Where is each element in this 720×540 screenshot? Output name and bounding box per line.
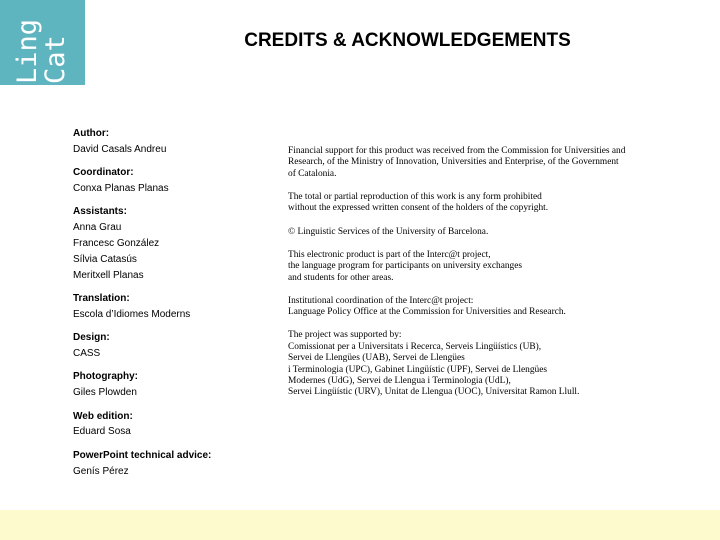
acknowledgement-paragraph xyxy=(288,330,668,398)
credit-role-label: Design: xyxy=(73,332,110,344)
logo-text: Ling Cat xyxy=(12,18,71,84)
acknowledgement-paragraph xyxy=(288,227,668,238)
credit-person-name: Anna Grau xyxy=(73,222,122,234)
credit-person-name: CASS xyxy=(73,347,101,359)
acknowledgement-notes xyxy=(288,146,668,411)
acknowledgement-paragraph xyxy=(288,146,668,180)
paragraph-line: Language Policy Office at the Commission for Universities and Research. xyxy=(288,307,566,318)
paragraph-line: © Linguistic Services of the University of Barcelona. xyxy=(288,226,489,237)
credit-group xyxy=(73,291,278,323)
credit-group xyxy=(73,204,278,283)
credit-group xyxy=(73,165,278,197)
paragraph-line: i Terminologia (UPC), Gabinet Lingüístic (UPF), Servei de Llengües xyxy=(288,364,548,375)
credits-list xyxy=(73,126,278,487)
paragraph-line: The total or partial reproduction of this work is any form prohibited xyxy=(288,192,542,203)
paragraph-line: Financial support for this product was received from the Commission for Universities and xyxy=(288,146,626,156)
paragraph-line: This electronic product is part of the Interc@t project, xyxy=(288,249,491,260)
credit-person-name: Francesc González xyxy=(73,237,160,249)
credit-group xyxy=(73,330,278,362)
credit-group xyxy=(73,369,278,401)
paragraph-line: without the expressed written consent of the holders of the copyright. xyxy=(288,203,549,214)
credit-role-label: Author: xyxy=(73,128,110,139)
credit-person-name: Escola d’Idiomes Moderns xyxy=(73,308,191,320)
credit-role-label: Coordinator: xyxy=(73,167,134,179)
paragraph-line: Servei Lingüístic (URV), Unitat de Llengua (UOC), Universitat Ramon Llull. xyxy=(288,387,580,398)
paragraph-line: Research, of the Ministry of Innovation, Universities and Enterprise, of the Government xyxy=(288,157,619,168)
paragraph-line: Comissionat per a Universitats i Recerca, Serveis Lingüístics (UB), xyxy=(288,341,542,352)
acknowledgement-paragraph xyxy=(288,250,668,284)
paragraph-line: The project was supported by: xyxy=(288,330,402,341)
credit-group xyxy=(73,409,278,441)
credit-role-label: Photography: xyxy=(73,371,138,383)
paragraph-line: and students for other areas. xyxy=(288,272,394,283)
credit-group xyxy=(73,126,278,158)
credit-person-name: David Casals Andreu xyxy=(73,143,167,155)
credit-role-label: Web edition: xyxy=(73,410,133,422)
credit-person-name: Eduard Sosa xyxy=(73,426,131,438)
footer-band xyxy=(0,510,720,540)
paragraph-line: the language program for participants on university exchanges xyxy=(288,261,523,272)
credit-group xyxy=(73,448,278,480)
credit-person-name: Conxa Planas Planas xyxy=(73,182,169,194)
acknowledgement-paragraph xyxy=(288,192,668,215)
page-title: CREDITS & ACKNOWLEDGEMENTS xyxy=(244,30,571,51)
acknowledgement-paragraph xyxy=(288,296,668,319)
paragraph-line: Servei de Llengües (UAB), Servei de Llengües xyxy=(288,353,465,364)
credit-role-label: Assistants: xyxy=(73,206,127,218)
credit-person-name: Meritxell Planas xyxy=(73,269,144,281)
paragraph-line: Modernes (UdG), Servei de Llengua i Terminologia (UdL), xyxy=(288,376,511,387)
paragraph-line: of Catalonia. xyxy=(288,168,337,179)
credit-person-name: Genís Pérez xyxy=(73,465,129,477)
credit-person-name: Giles Plowden xyxy=(73,387,137,399)
credit-person-name: Sílvia Catasús xyxy=(73,253,137,265)
paragraph-line: Institutional coordination of the Interc@t project: xyxy=(288,295,474,306)
credit-role-label: PowerPoint technical advice: xyxy=(73,449,212,461)
credit-role-label: Translation: xyxy=(73,292,130,304)
lingcat-logo xyxy=(0,0,85,85)
